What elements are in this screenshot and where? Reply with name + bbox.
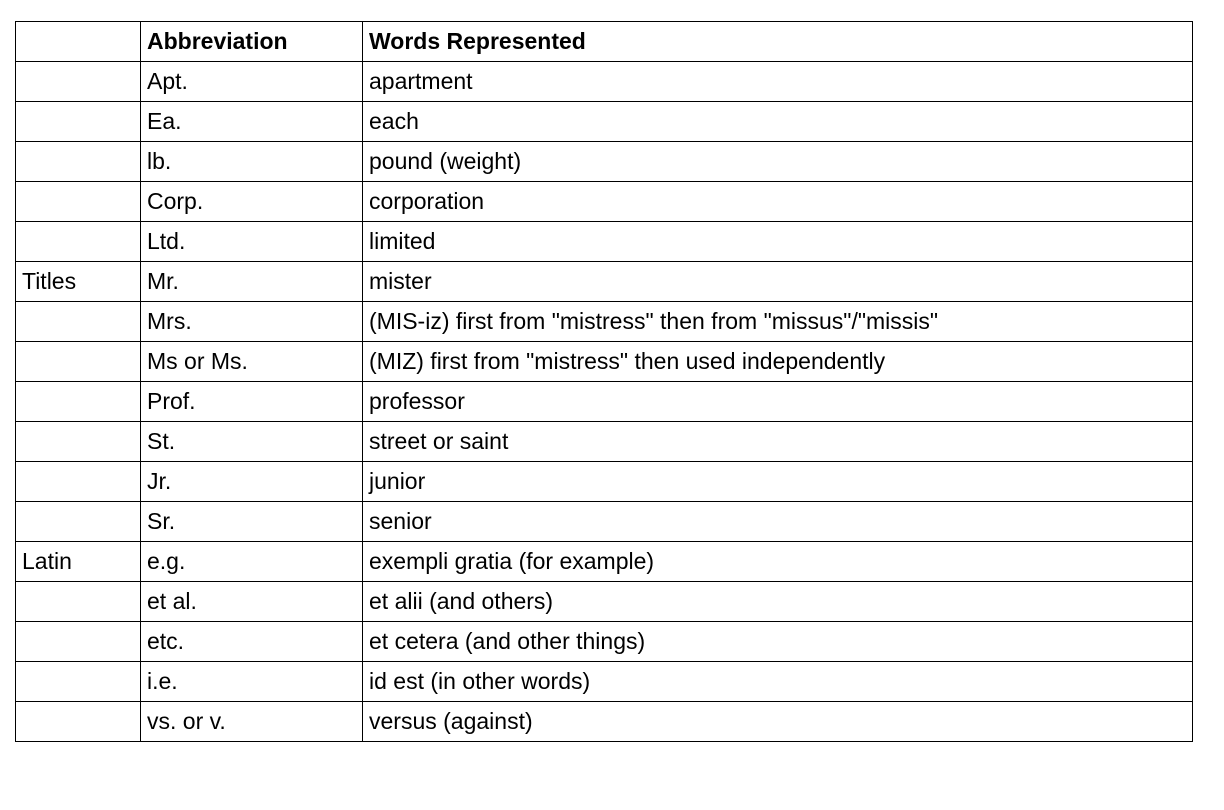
table-row bbox=[16, 182, 1193, 222]
table-row bbox=[16, 262, 1193, 302]
words-represented-cell: (MIS-iz) first from "mistress" then from "missus"/"missis" bbox=[363, 302, 1193, 342]
abbreviation-cell: Mr. bbox=[141, 262, 363, 302]
table-row bbox=[16, 622, 1193, 662]
table-row bbox=[16, 662, 1193, 702]
abbreviation-cell: etc. bbox=[141, 622, 363, 662]
table-row bbox=[16, 542, 1193, 582]
words-represented-cell: exempli gratia (for example) bbox=[363, 542, 1193, 582]
abbreviation-cell: Prof. bbox=[141, 382, 363, 422]
category-cell bbox=[16, 702, 141, 742]
words-represented-cell: id est (in other words) bbox=[363, 662, 1193, 702]
category-cell bbox=[16, 102, 141, 142]
words-represented-cell: street or saint bbox=[363, 422, 1193, 462]
header-abbreviation: Abbreviation bbox=[141, 22, 363, 62]
abbreviation-cell: Jr. bbox=[141, 462, 363, 502]
abbreviation-cell: Apt. bbox=[141, 62, 363, 102]
header-category bbox=[16, 22, 141, 62]
table-row bbox=[16, 102, 1193, 142]
abbreviation-cell: Sr. bbox=[141, 502, 363, 542]
words-represented-cell: et cetera (and other things) bbox=[363, 622, 1193, 662]
abbreviation-cell: Mrs. bbox=[141, 302, 363, 342]
words-represented-cell: junior bbox=[363, 462, 1193, 502]
header-row bbox=[16, 22, 1193, 62]
words-represented-cell: professor bbox=[363, 382, 1193, 422]
words-represented-cell: apartment bbox=[363, 62, 1193, 102]
words-represented-cell: mister bbox=[363, 262, 1193, 302]
category-cell bbox=[16, 662, 141, 702]
words-represented-cell: corporation bbox=[363, 182, 1193, 222]
words-represented-cell: et alii (and others) bbox=[363, 582, 1193, 622]
table-row bbox=[16, 422, 1193, 462]
abbreviation-cell: e.g. bbox=[141, 542, 363, 582]
table-row bbox=[16, 142, 1193, 182]
words-represented-cell: limited bbox=[363, 222, 1193, 262]
table-row bbox=[16, 342, 1193, 382]
category-cell bbox=[16, 302, 141, 342]
table-body bbox=[16, 62, 1193, 742]
abbreviation-cell: et al. bbox=[141, 582, 363, 622]
abbreviation-cell: i.e. bbox=[141, 662, 363, 702]
words-represented-cell: (MIZ) first from "mistress" then used independently bbox=[363, 342, 1193, 382]
table-row bbox=[16, 462, 1193, 502]
table-row bbox=[16, 382, 1193, 422]
table-row bbox=[16, 62, 1193, 102]
words-represented-cell: pound (weight) bbox=[363, 142, 1193, 182]
category-cell bbox=[16, 622, 141, 662]
words-represented-cell: versus (against) bbox=[363, 702, 1193, 742]
category-cell bbox=[16, 502, 141, 542]
category-cell: Titles bbox=[16, 262, 141, 302]
header-words-represented: Words Represented bbox=[363, 22, 1193, 62]
abbreviation-cell: St. bbox=[141, 422, 363, 462]
table-row bbox=[16, 582, 1193, 622]
abbreviation-cell: Ltd. bbox=[141, 222, 363, 262]
abbreviation-cell: Ms or Ms. bbox=[141, 342, 363, 382]
category-cell: Latin bbox=[16, 542, 141, 582]
category-cell bbox=[16, 182, 141, 222]
abbreviation-cell: Ea. bbox=[141, 102, 363, 142]
category-cell bbox=[16, 582, 141, 622]
category-cell bbox=[16, 382, 141, 422]
category-cell bbox=[16, 222, 141, 262]
words-represented-cell: each bbox=[363, 102, 1193, 142]
words-represented-cell: senior bbox=[363, 502, 1193, 542]
table-row bbox=[16, 502, 1193, 542]
category-cell bbox=[16, 462, 141, 502]
table-row bbox=[16, 702, 1193, 742]
table-row bbox=[16, 222, 1193, 262]
category-cell bbox=[16, 422, 141, 462]
abbreviation-cell: lb. bbox=[141, 142, 363, 182]
abbreviation-cell: vs. or v. bbox=[141, 702, 363, 742]
abbreviations-table bbox=[15, 21, 1193, 742]
abbreviation-cell: Corp. bbox=[141, 182, 363, 222]
table-row bbox=[16, 302, 1193, 342]
category-cell bbox=[16, 342, 141, 382]
category-cell bbox=[16, 142, 141, 182]
category-cell bbox=[16, 62, 141, 102]
